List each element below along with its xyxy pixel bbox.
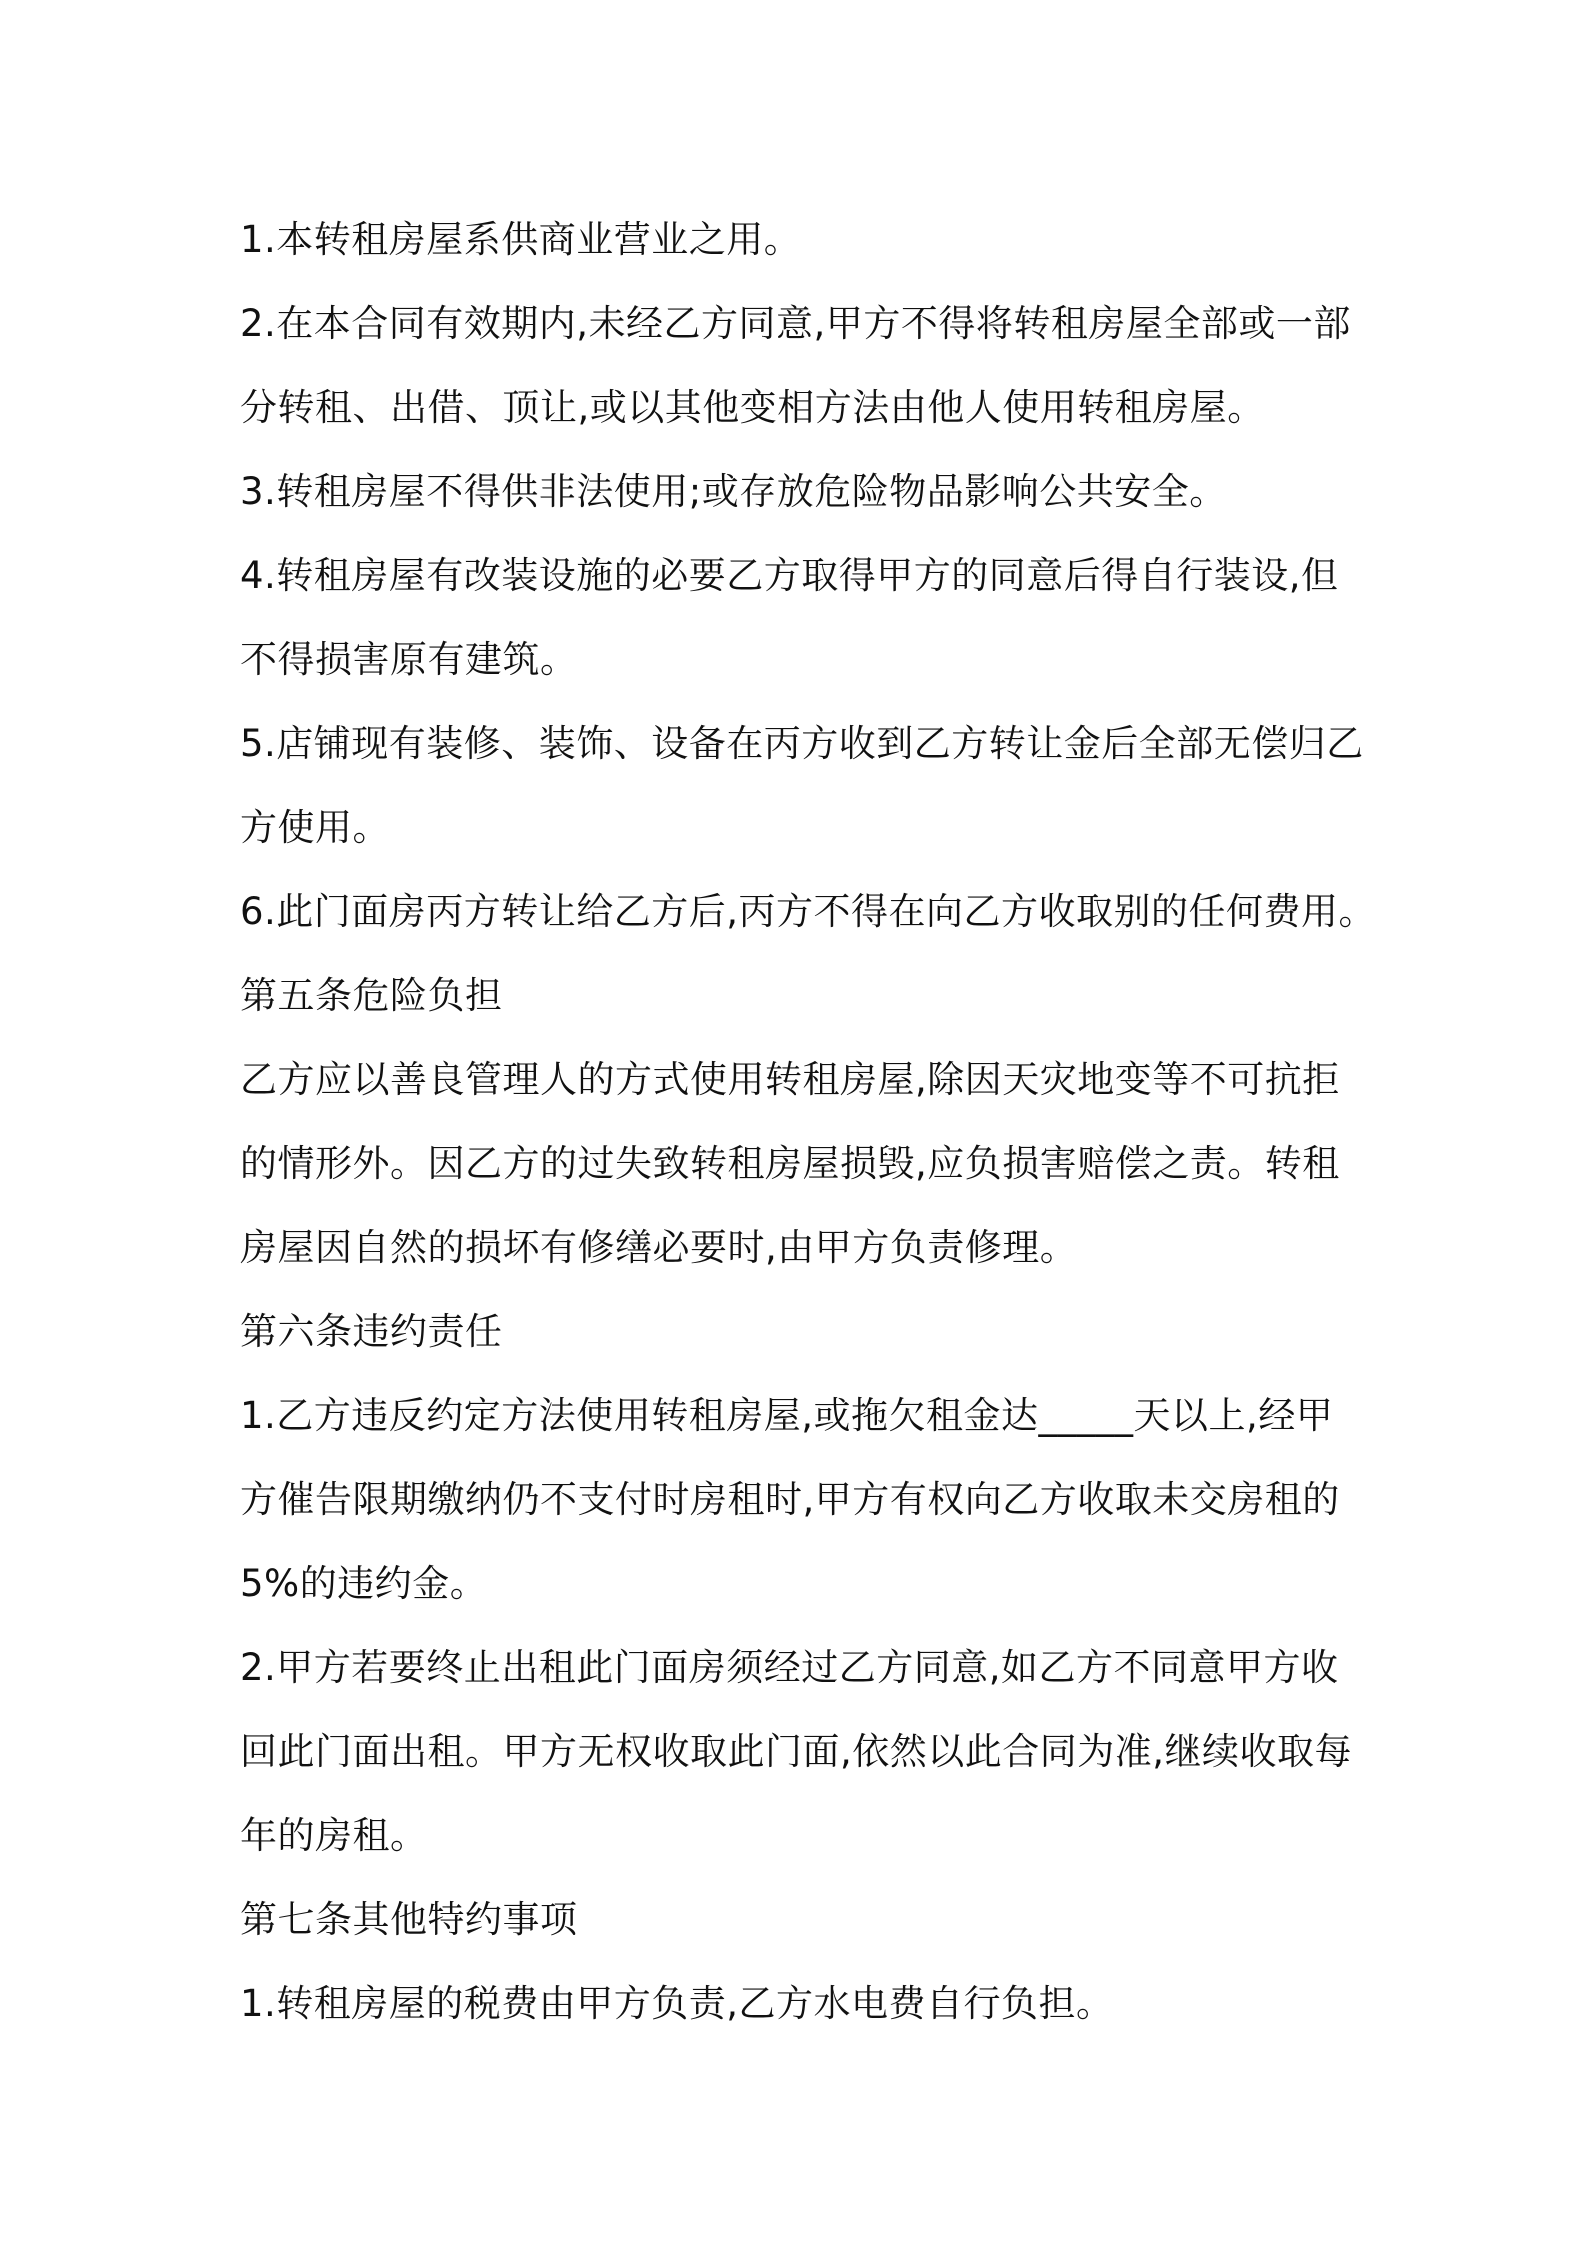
document-body (240, 198, 1377, 2046)
text-line: 2.甲方若要终止出租此门面房须经过乙方同意,如乙方不同意甲方收 (240, 1646, 1339, 1689)
text-line: 6.此门面房丙方转让给乙方后,丙方不得在向乙方收取别的任何费用。 (240, 890, 1377, 933)
section-heading: 第七条其他特约事项 (240, 1898, 578, 1941)
text-line: 分转租、出借、顶让,或以其他变相方法由他人使用转租房屋。 (240, 386, 1265, 429)
text-line: 5.店铺现有装修、装饰、设备在丙方收到乙方转让金后全部无偿归乙 (240, 722, 1364, 765)
text-line: 房屋因自然的损坏有修缮必要时,由甲方负责修理。 (240, 1226, 1078, 1269)
text-line: 回此门面出租。甲方无权收取此门面,依然以此合同为准,继续收取每 (240, 1730, 1353, 1773)
text-line: 4.转租房屋有改装设施的必要乙方取得甲方的同意后得自行装设,但 (240, 554, 1339, 597)
section-heading: 第五条危险负担 (240, 974, 503, 1017)
text-line: 1.转租房屋的税费由甲方负责,乙方水电费自行负担。 (240, 1982, 1114, 2025)
text-line: 的情形外。因乙方的过失致转租房屋损毁,应负损害赔偿之责。转租 (240, 1142, 1340, 1185)
text-line: 3.转租房屋不得供非法使用;或存放危险物品影响公共安全。 (240, 470, 1227, 513)
text-line: 5%的违约金。 (240, 1562, 488, 1605)
text-line: 1.乙方违反约定方法使用转租房屋,或拖欠租金达_____天以上,经甲 (240, 1394, 1334, 1437)
text-line: 方使用。 (240, 806, 390, 849)
section-heading: 第六条违约责任 (240, 1310, 503, 1353)
text-line: 2.在本合同有效期内,未经乙方同意,甲方不得将转租房屋全部或一部 (240, 302, 1351, 345)
text-line: 乙方应以善良管理人的方式使用转租房屋,除因天灾地变等不可抗拒 (240, 1058, 1340, 1101)
text-line: 不得损害原有建筑。 (240, 638, 578, 681)
text-line: 方催告限期缴纳仍不支付时房租时,甲方有权向乙方收取未交房租的 (240, 1478, 1340, 1521)
text-line: 年的房租。 (240, 1814, 428, 1857)
text-line: 1.本转租房屋系供商业营业之用。 (240, 218, 802, 261)
